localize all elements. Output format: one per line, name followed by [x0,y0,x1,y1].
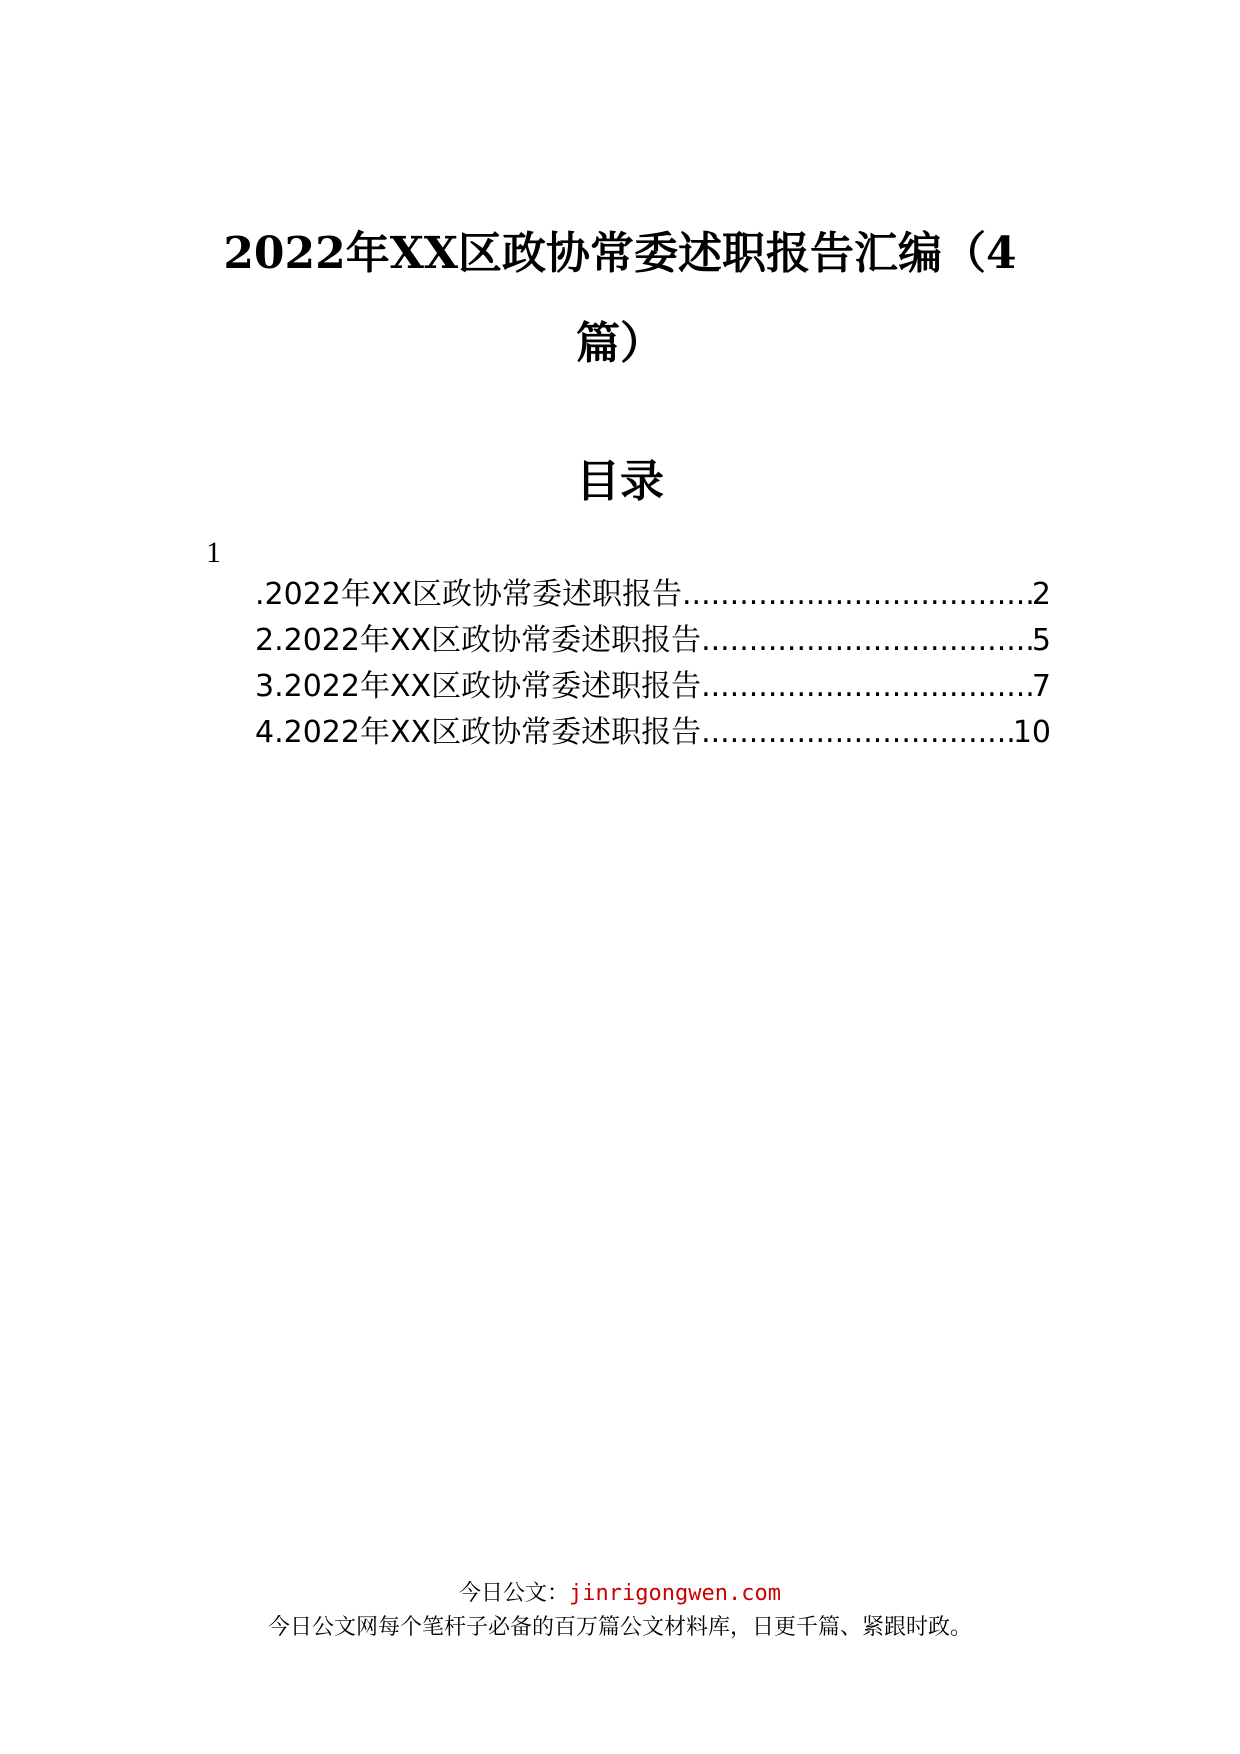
toc-heading: 目录 [576,456,664,507]
toc-item-label: .2022年XX区政协常委述职报告 [255,577,682,612]
footer-slogan: 今日公文网每个笔杆子必备的百万篇公文材料库，日更千篇、紧跟时政。 [267,1615,972,1640]
toc-item-number: 1 [206,536,221,569]
footer-site-line [0,1578,1240,1610]
toc-item-page: 5 [1031,623,1051,658]
toc-item-2[interactable] [255,618,1051,664]
toc-item-label: 2.2022年XX区政协常委述职报告 [255,623,702,658]
toc-item-page: 2 [1031,577,1051,612]
toc-dot-leader [701,664,1032,710]
toc-item-1[interactable] [255,572,1051,618]
toc-dot-leader [701,710,1013,756]
footer-site-link[interactable]: jinrigongwen.com [569,1581,781,1606]
document-title-line-2: 篇） [576,318,664,369]
toc-item-page: 10 [1012,715,1051,750]
document-title-line-1: 2022年XX区政协常委述职报告汇编（4 [223,228,1017,279]
toc-item-4[interactable] [255,710,1051,756]
toc-item-label: 4.2022年XX区政协常委述职报告 [255,715,702,750]
toc-item-3[interactable] [255,664,1051,710]
toc-dot-leader [701,618,1032,664]
footer-site-label: 今日公文： [459,1581,570,1606]
toc-item-page: 7 [1031,669,1051,704]
toc-dot-leader [682,572,1032,618]
toc-item-label: 3.2022年XX区政协常委述职报告 [255,669,702,704]
table-of-contents [255,572,1051,756]
